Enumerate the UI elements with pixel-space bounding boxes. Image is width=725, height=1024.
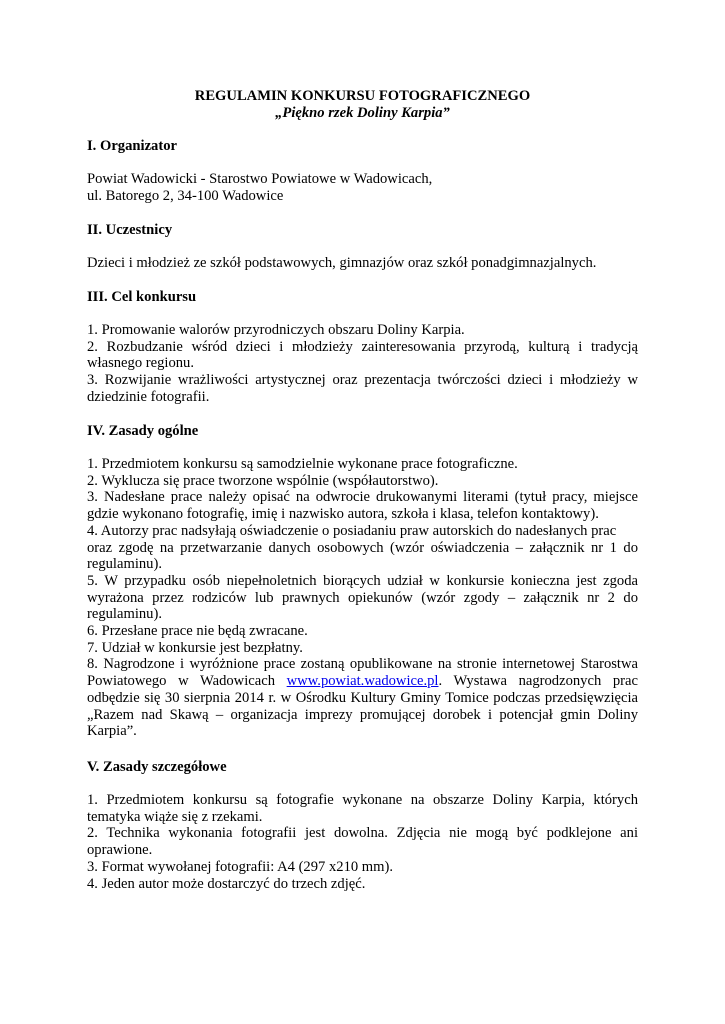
- paragraph-line: regulaminu).: [87, 556, 162, 573]
- section-goals-body: [87, 322, 638, 406]
- paragraph-line: gdzie wykonano fotografię, imię i nazwisko autora, szkoła i klasa, telefon kontaktowy).: [87, 506, 599, 523]
- paragraph-line: 4. Autorzy prac nadsyłają oświadczenie o posiadaniu praw autorskich do nadesłanych prac: [87, 522, 617, 539]
- paragraph-line: 7. Udział w konkursie jest bezpłatny.: [87, 639, 303, 656]
- paragraph-text: Powiatowego w Wadowicach: [87, 673, 275, 690]
- paragraph-line: ul. Batorego 2, 34-100 Wadowice: [87, 187, 284, 204]
- document-subtitle: „Piękno rzek Doliny Karpia”: [275, 105, 450, 121]
- paragraph-line: 4. Jeden autor może dostarczyć do trzech zdjęć.: [87, 875, 366, 892]
- paragraph-line: dziedzinie fotografii.: [87, 388, 210, 405]
- paragraph-line: Dzieci i młodzież ze szkół podstawowych, gimnazjów oraz szkół ponadgimnazjalnych.: [87, 255, 597, 271]
- section-organizer-heading: I. Organizator: [87, 138, 177, 154]
- paragraph-text: . Wystawa nagrodzonych prac: [438, 673, 638, 690]
- section-participants-heading: II. Uczestnicy: [87, 222, 173, 238]
- paragraph-line: 2. Rozbudzanie wśród dzieci i młodzieży zainteresowania przyrodą, kulturą i tradycją: [87, 338, 638, 355]
- paragraph-line: oprawione.: [87, 842, 153, 859]
- paragraph-line: wyrażona przez rodziców lub prawnych opiekunów (wzór zgody – załącznik nr 2 do: [87, 589, 638, 606]
- website-link[interactable]: www.powiat.wadowice.pl: [286, 673, 439, 690]
- section-general-rules-body: [87, 456, 638, 740]
- paragraph-line: 1. Przedmiotem konkursu są samodzielnie wykonane prace fotograficzne.: [87, 456, 518, 472]
- paragraph-line: 5. W przypadku osób niepełnoletnich biorących udział w konkursie konieczna jest zgoda: [87, 572, 638, 589]
- paragraph-line: oraz zgodę na przetwarzanie danych osobowych (wzór oświadczenia – załącznik nr 1 do: [87, 539, 638, 556]
- paragraph-line: 6. Przesłane prace nie będą zwracane.: [87, 623, 308, 640]
- paragraph-line: 1. Przedmiotem konkursu są fotografie wykonane na obszarze Doliny Karpia, których: [87, 792, 638, 808]
- document-title: REGULAMIN KONKURSU FOTOGRAFICZNEGO: [194, 88, 531, 104]
- paragraph-line: Karpia”.: [87, 723, 137, 740]
- paragraph-line: 3. Format wywołanej fotografii: A4 (297 x210 mm).: [87, 858, 394, 875]
- paragraph-line: 1. Promowanie walorów przyrodniczych obszaru Doliny Karpia.: [87, 322, 465, 338]
- paragraph-line: 3. Rozwijanie wrażliwości artystycznej oraz prezentacja twórczości dzieci i młodzieży w: [87, 372, 638, 389]
- paragraph-line: regulaminu).: [87, 606, 162, 623]
- paragraph-line: odbędzie się 30 sierpnia 2014 r. w Ośrodku Kultury Gminy Tomice podczas przedsięwzięcia: [87, 689, 638, 706]
- paragraph-line: 2. Technika wykonania fotografii jest dowolna. Zdjęcia nie mogą być podklejone ani: [87, 825, 638, 842]
- section-detailed-rules-body: [87, 792, 638, 892]
- section-goals-heading: III. Cel konkursu: [87, 289, 197, 305]
- paragraph-line: „Razem nad Skawą – organizacja imprezy promującej dorobek i potencjał gmin Doliny: [87, 706, 638, 723]
- paragraph-line: 2. Wyklucza się prace tworzone wspólnie (współautorstwo).: [87, 472, 439, 489]
- section-participants-body: [87, 255, 638, 272]
- section-general-rules-heading: IV. Zasady ogólne: [87, 423, 199, 439]
- paragraph-line: 8. Nagrodzone i wyróżnione prace zostaną opublikowane na stronie internetowej Starostwa: [87, 656, 638, 673]
- paragraph-line: tematyka wiąże się z rzekami.: [87, 808, 263, 825]
- paragraph-line: własnego regionu.: [87, 355, 194, 372]
- section-detailed-rules-heading: V. Zasady szczegółowe: [87, 759, 227, 775]
- paragraph-line: [87, 673, 638, 690]
- section-organizer-body: [87, 171, 638, 204]
- paragraph-line: Powiat Wadowicki - Starostwo Powiatowe w Wadowicach,: [87, 171, 433, 187]
- paragraph-line: 3. Nadesłane prace należy opisać na odwrocie drukowanymi literami (tytuł pracy, miejsce: [87, 489, 638, 506]
